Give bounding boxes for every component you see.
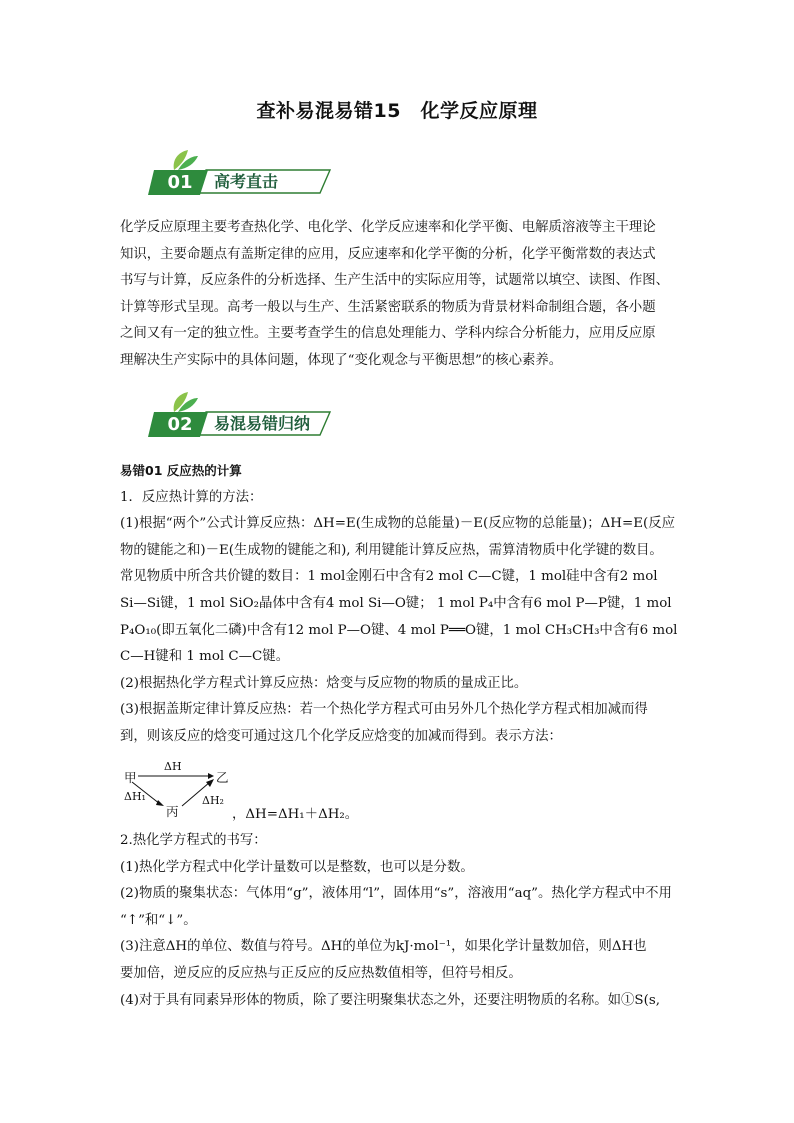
section-label: 易混易错归纳: [214, 414, 311, 433]
formula-text: ΔH=E(生成物的总能量)－E(反应物的总能量)；ΔH=E(反应: [313, 516, 675, 532]
text-line: 书写与计算，反应条件的分析选择、生产生活中的实际应用等，试题常以填空、读图、作图、: [120, 273, 670, 289]
text-line: 化学反应原理主要考查热化学、电化学、化学反应速率和化学平衡、电解质溶液等主干理论: [120, 220, 656, 235]
hess-formula: [232, 802, 532, 829]
node-jia: 甲: [124, 770, 137, 785]
text-line: 常见物质中所含共价键的数目：1 mol金刚石中含有2 mol C—C键，1 mol硅中含有2 mol: [120, 569, 658, 585]
text-line: 到，则该反应的焓变可通过这几个化学反应焓变的加减而得到。表示方法：: [120, 728, 562, 744]
section-number: 02: [167, 414, 193, 435]
delta-h-label: ΔH: [164, 760, 182, 773]
error-heading: 易错01 反应热的计算: [120, 463, 242, 478]
text-line: “↑”和“↓”。: [120, 912, 197, 928]
text-line: P₄O₁₀(即五氧化二磷)中含有12 mol P—O键、4 mol P══O键，1 mol CH₃CH₃中含有6 mol: [120, 622, 678, 638]
text-line: (2)根据热化学方程式计算反应热：焓变与反应物的物质的量成正比。: [120, 675, 528, 691]
text-line: 理解决生产实际中的具体问题，体现了“变化观念与平衡思想”的核心素养。: [120, 352, 563, 368]
hess-cycle-diagram: [122, 760, 232, 822]
content-body-top: [120, 458, 680, 751]
text-line: 物的键能之和)－E(生成物的键能之和), 利用键能计算反应热，需算清物质中化学键的数目。: [120, 542, 663, 558]
text-line: 计算等形式呈现。高考一般以与生产、生活紧密联系的物质为背景材料命制组合题，各小题: [120, 299, 656, 315]
delta-h2-label: ΔH₂: [202, 794, 224, 807]
formula-line: ，ΔH=ΔH₁＋ΔH₂。: [232, 807, 359, 822]
node-bing: 丙: [166, 804, 179, 819]
text-line: [120, 511, 680, 538]
content-body-bottom: [120, 828, 680, 1014]
text-line: 要加倍，逆反应的反应热与正反应的反应热数值相等，但符号相反。: [120, 965, 522, 981]
text-line: (3)根据盖斯定律计算反应热：若一个热化学方程式可由另外几个热化学方程式相加减而得: [120, 702, 648, 718]
item-title: 1．反应热计算的方法：: [120, 489, 263, 505]
item-title: 2.热化学方程式的书写：: [120, 833, 267, 848]
text-line: Si—Si键，1 mol SiO₂晶体中含有4 mol Si—O键； 1 mol P₄中含有6 mol P—P键，1 mol: [120, 595, 672, 611]
page-title: 查补易混易错15 化学反应原理: [256, 100, 538, 122]
text-fragment: (1)根据“两个”公式计算反应热：: [120, 516, 314, 532]
text-line: (1)热化学方程式中化学计量数可以是整数，也可以是分数。: [120, 859, 474, 875]
text-line: (4)对于具有同素异形体的物质，除了要注明聚集状态之外，还要注明物质的名称。如①S(s,: [120, 992, 660, 1008]
text-line: 之间又有一定的独立性。主要考查学生的信息处理能力、学科内综合分析能力，应用反应原: [120, 326, 656, 342]
text-line: (2)物质的聚集状态：气体用“g”，液体用“l”，固体用“s”，溶液用“aq”。热化学方程式中不用: [120, 886, 672, 902]
section-number: 01: [167, 172, 193, 193]
text-line: (3)注意ΔH的单位、数值与符号。ΔH的单位为kJ·mol⁻¹，如果化学计量数加倍，则ΔH也: [120, 939, 647, 955]
intro-paragraph: [120, 215, 680, 375]
section-label: 高考直击: [214, 172, 279, 191]
node-yi: 乙: [216, 770, 229, 785]
section-header-02: [148, 390, 334, 438]
delta-h1-label: ΔH₁: [124, 790, 146, 803]
text-line: 知识，主要命题点有盖斯定律的应用，反应速率和化学平衡的分析，化学平衡常数的表达式: [120, 246, 656, 262]
text-line: C—H键和 1 mol C—C键。: [120, 649, 290, 665]
section-header-01: [148, 148, 334, 196]
